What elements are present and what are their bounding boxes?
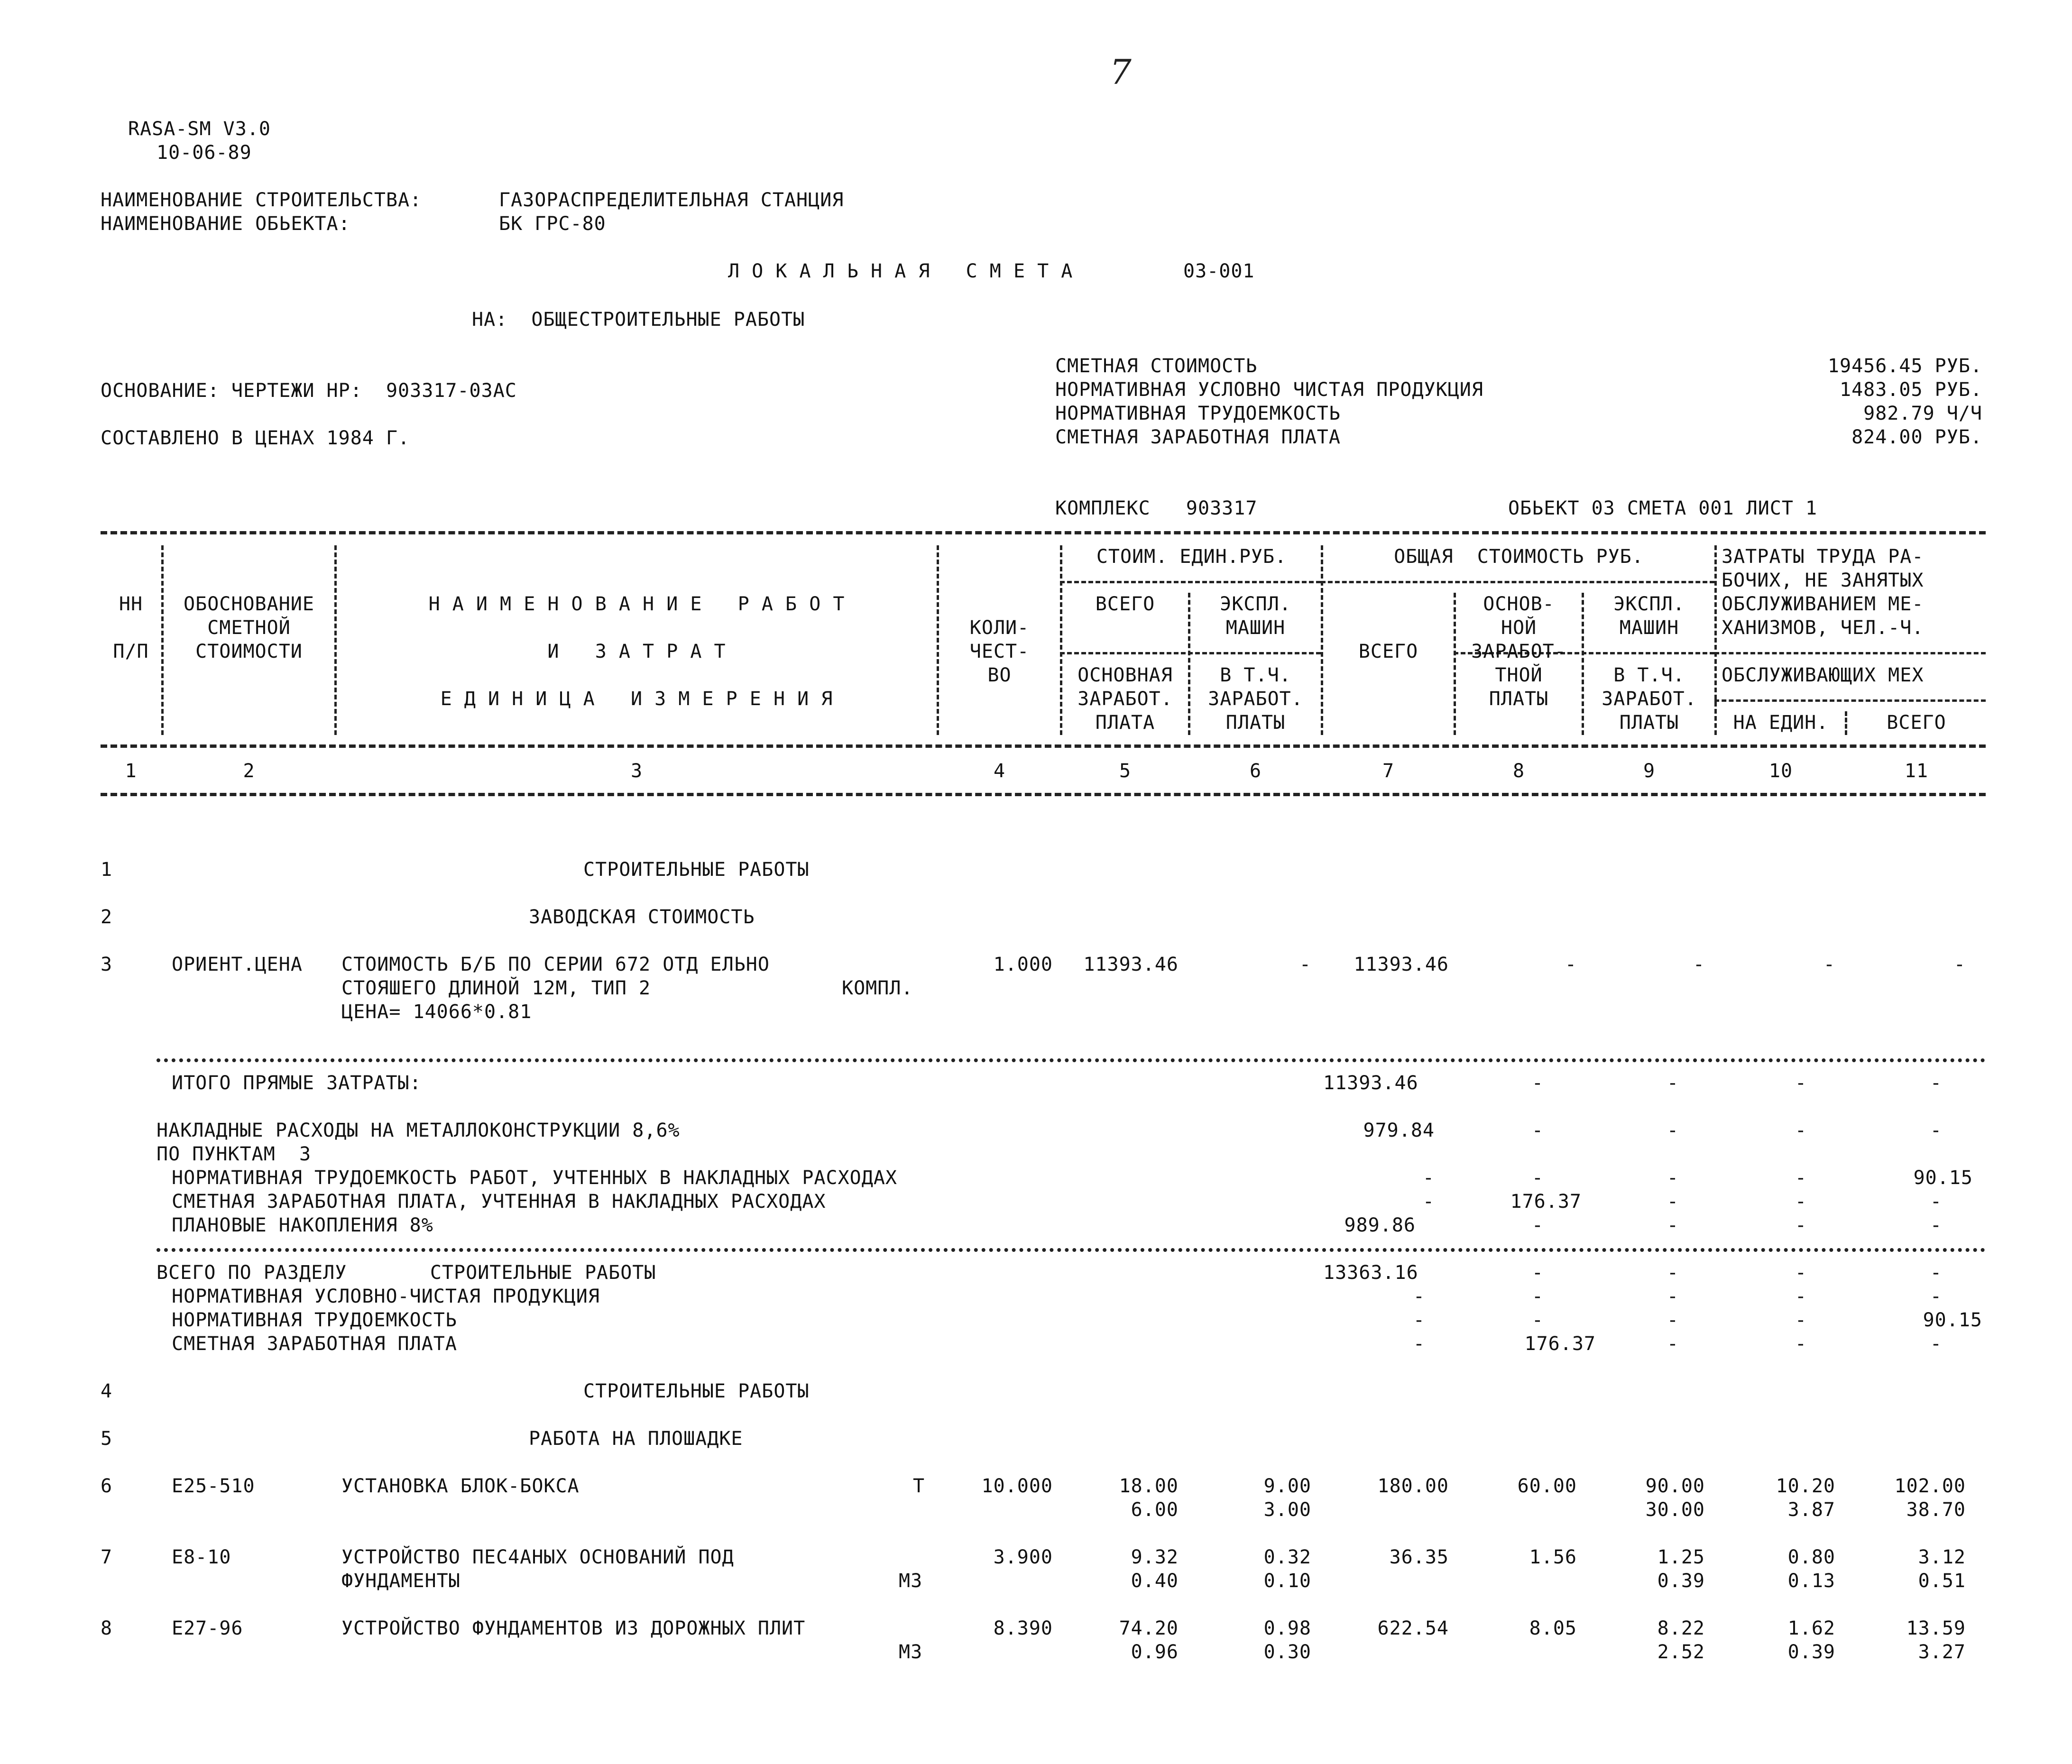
row-total-machines-wage: 2.52 — [1657, 1641, 1705, 1663]
row-unit-wage: 6.00 — [1131, 1499, 1179, 1521]
overhead-wage-c7: - — [1422, 1191, 1435, 1213]
summary-value-labor: 982.79 Ч/Ч — [1863, 403, 1982, 424]
col6-header: МАШИН — [1225, 617, 1286, 639]
col2-header: СМЕТНОЙ — [207, 617, 291, 639]
overhead-wage-label: СМЕТНАЯ ЗАРАБОТНАЯ ПЛАТА, УЧТЕННАЯ В НАКЛАДНЫХ РАСХОДАХ — [172, 1191, 826, 1213]
section-labor-c8: - — [1531, 1309, 1544, 1331]
row-total: 36.35 — [1389, 1546, 1449, 1568]
section-net-c8: - — [1531, 1286, 1544, 1307]
object-value: БК ГРС-80 — [499, 213, 606, 235]
unit-cost-group-header: СТОИМ. ЕДИН.РУБ. — [1096, 546, 1287, 568]
page-number-mark: 7 — [1110, 52, 1132, 92]
section-net-label: НОРМАТИВНАЯ УСЛОВНО-ЧИСТАЯ ПРОДУКЦИЯ — [172, 1286, 600, 1307]
row-unit: М3 — [899, 1570, 923, 1592]
sheet-reference: ОБЬЕКТ 03 СМЕТА 001 ЛИСТ 1 — [1508, 497, 1818, 519]
section-net-c11: - — [1930, 1286, 1942, 1307]
column-number: 4 — [993, 760, 1006, 782]
summary-label-wage: СМЕТНАЯ ЗАРАБОТНАЯ ПЛАТА — [1055, 426, 1341, 448]
col8-header: НОЙ — [1501, 617, 1537, 639]
row-basis: Е8-10 — [172, 1546, 231, 1568]
row-quantity: 3.900 — [993, 1546, 1053, 1568]
col9-header: ПЛАТЫ — [1619, 712, 1679, 734]
labor-group-header: ХАНИЗМОВ, ЧЕЛ.-Ч. — [1722, 617, 1924, 639]
col4-header: ЧЕСТ- — [969, 641, 1030, 662]
row-description: ФУНДАМЕНТЫ — [341, 1570, 460, 1592]
unit-cost-midrule — [1060, 652, 1321, 654]
header-bottom-rule — [101, 793, 1986, 796]
document-subtitle: НА: ОБЩЕСТРОИТЕЛЬНЫЕ РАБОТЫ — [472, 309, 805, 331]
section-number: 5 — [101, 1428, 113, 1450]
direct-costs-wage: - — [1531, 1072, 1544, 1094]
section-net-c10: - — [1795, 1286, 1807, 1307]
labor-group-header: ОБСЛУЖИВАНИЕМ МЕ- — [1722, 593, 1924, 615]
basis-drawings: ОСНОВАНИЕ: ЧЕРТЕЖИ НР: 903317-03АС — [101, 380, 517, 402]
object-label: НАИМЕНОВАНИЕ ОБЬЕКТА: — [101, 213, 350, 235]
planned-savings-labor-unit: - — [1795, 1214, 1807, 1236]
col6-header: ЭКСПЛ. — [1220, 593, 1291, 615]
section-number: 2 — [101, 906, 113, 928]
col5-header: ОСНОВНАЯ — [1077, 664, 1173, 686]
overhead-labor-c9: - — [1667, 1167, 1679, 1189]
summary-label-net: НОРМАТИВНАЯ УСЛОВНО ЧИСТАЯ ПРОДУКЦИЯ — [1055, 379, 1483, 401]
col3-header: Е Д И Н И Ц А И З М Е Р Е Н И Я — [440, 688, 833, 710]
row-total-machines: - — [1693, 954, 1705, 975]
row-unit: Т — [913, 1475, 925, 1497]
direct-costs-label: ИТОГО ПРЯМЫЕ ЗАТРАТЫ: — [172, 1072, 422, 1094]
direct-costs-labor-unit: - — [1795, 1072, 1807, 1094]
col11-header: ВСЕГО — [1887, 712, 1946, 734]
section-labor-label: НОРМАТИВНАЯ ТРУДОЕМКОСТЬ — [172, 1309, 457, 1331]
row-description: УСТРОЙСТВО ПЕС4АНЫХ ОСНОВАНИЙ ПОД — [341, 1546, 734, 1568]
section-labor-c9: - — [1667, 1309, 1679, 1331]
overhead-wage-c11: - — [1930, 1191, 1942, 1213]
section-total-labor-total: - — [1930, 1262, 1942, 1284]
col4-header: ВО — [987, 664, 1012, 686]
header-mid-rule — [101, 744, 1986, 748]
col9-header: ЗАРАБОТ. — [1602, 688, 1697, 710]
document-title: Л О К А Л Ь Н А Я С М Е Т А — [728, 260, 1073, 282]
section-total-wage: - — [1531, 1262, 1544, 1284]
row-mech-unit: 0.39 — [1787, 1641, 1835, 1663]
overhead-labor-unit: - — [1795, 1120, 1807, 1141]
row-mech-unit: 3.87 — [1787, 1499, 1835, 1521]
row-unit-machines-wage: 3.00 — [1263, 1499, 1311, 1521]
row-labor-unit: 10.20 — [1776, 1475, 1835, 1497]
col1-header: П/П — [113, 641, 149, 662]
row-total: 180.00 — [1377, 1475, 1449, 1497]
section-wage-c10: - — [1795, 1333, 1807, 1355]
row-total-machines-wage: 0.39 — [1657, 1570, 1705, 1592]
row-basis: Е27-96 — [172, 1617, 243, 1639]
column-separator — [1714, 545, 1717, 735]
row-basis: Е25-510 — [172, 1475, 255, 1497]
row-quantity: 10.000 — [981, 1475, 1053, 1497]
column-number: 3 — [630, 760, 643, 782]
col5-header: ПЛАТА — [1095, 712, 1155, 734]
row-description: УСТАНОВКА БЛОК-БОКСА — [341, 1475, 580, 1497]
direct-costs-machines: - — [1667, 1072, 1679, 1094]
overhead-labor-label: НОРМАТИВНАЯ ТРУДОЕМКОСТЬ РАБОТ, УЧТЕННЫХ В НАКЛАДНЫХ РАСХОДАХ — [172, 1167, 898, 1189]
row-total: 622.54 — [1377, 1617, 1449, 1639]
overhead-labor-total: - — [1930, 1120, 1942, 1141]
section-title: СТРОИТЕЛЬНЫЕ РАБОТЫ — [583, 1380, 810, 1402]
col5-header: ЗАРАБОТ. — [1077, 688, 1173, 710]
col6-header: В Т.Ч. — [1220, 664, 1291, 686]
total-cost-subrule — [1321, 581, 1714, 583]
row-unit-machines: - — [1299, 954, 1311, 975]
overhead-label: НАКЛАДНЫЕ РАСХОДЫ НА МЕТАЛЛОКОНСТРУКЦИИ 8,6% — [157, 1120, 680, 1141]
row-number: 6 — [101, 1475, 113, 1497]
row-unit: КОМПЛ. — [842, 977, 913, 999]
col2-header: ОБОСНОВАНИЕ — [184, 593, 314, 615]
row-labor-total: 102.00 — [1894, 1475, 1966, 1497]
section-net-c7: - — [1413, 1286, 1425, 1307]
row-unit-total: 18.00 — [1119, 1475, 1179, 1497]
total-cost-group-header: ОБЩАЯ СТОИМОСТЬ РУБ. — [1394, 546, 1644, 568]
col7-header: ВСЕГО — [1358, 641, 1418, 662]
planned-savings-labor-total: - — [1930, 1214, 1942, 1236]
row-mech-total: 38.70 — [1906, 1499, 1966, 1521]
print-date: 10-06-89 — [157, 142, 252, 164]
row-total-wage: 8.05 — [1529, 1617, 1577, 1639]
col9-header: МАШИН — [1619, 617, 1679, 639]
row-labor-unit: 1.62 — [1787, 1617, 1835, 1639]
column-number: 11 — [1904, 760, 1929, 782]
summary-label-cost: СМЕТНАЯ СТОИМОСТЬ — [1055, 355, 1258, 377]
section-wage-c9: - — [1667, 1333, 1679, 1355]
col8-header: ТНОЙ — [1495, 664, 1543, 686]
planned-savings-machines: - — [1667, 1214, 1679, 1236]
row-mech-total: 0.51 — [1918, 1570, 1966, 1592]
section-labor-c11: 90.15 — [1923, 1309, 1982, 1331]
row-description: ЦЕНА= 14066*0.81 — [341, 1001, 532, 1023]
row-labor-unit: 0.80 — [1787, 1546, 1835, 1568]
construction-label: НАИМЕНОВАНИЕ СТРОИТЕЛЬСТВА: — [101, 189, 422, 211]
row-description: УСТРОЙСТВО ФУНДАМЕНТОВ ИЗ ДОРОЖНЫХ ПЛИТ — [341, 1617, 806, 1639]
col5-header: ВСЕГО — [1095, 593, 1155, 615]
overhead-labor-c11: 90.15 — [1913, 1167, 1973, 1189]
section-number: 1 — [101, 859, 113, 881]
col8-header: ОСНОВ- — [1483, 593, 1555, 615]
points-label: ПО ПУНКТАМ 3 — [157, 1143, 312, 1165]
row-basis: ОРИЕНТ.ЦЕНА — [172, 954, 303, 975]
column-number: 5 — [1119, 760, 1132, 782]
program-version: RASA-SM V3.0 — [128, 118, 271, 140]
col6-header: ПЛАТЫ — [1225, 712, 1286, 734]
header-top-rule — [101, 531, 1986, 534]
section-total-value: 13363.16 — [1323, 1262, 1418, 1284]
row-quantity: 1.000 — [993, 954, 1053, 975]
row-unit-total: 9.32 — [1131, 1546, 1179, 1568]
column-number: 7 — [1382, 760, 1395, 782]
summary-value-cost: 19456.45 РУБ. — [1827, 355, 1982, 377]
direct-costs-total: 11393.46 — [1323, 1072, 1418, 1094]
summary-value-wage: 824.00 РУБ. — [1851, 426, 1982, 448]
row-unit-machines-wage: 0.30 — [1263, 1641, 1311, 1663]
column-number: 9 — [1643, 760, 1656, 782]
row-total-wage: 1.56 — [1529, 1546, 1577, 1568]
row-labor-total: 3.12 — [1918, 1546, 1966, 1568]
section-wage-c7: - — [1413, 1333, 1425, 1355]
row-labor-total: - — [1953, 954, 1966, 975]
row-description: СТОИМОСТЬ Б/Б ПО СЕРИИ 672 ОТД ЕЛЬНО — [341, 954, 770, 975]
section-title: СТРОИТЕЛЬНЫЕ РАБОТЫ — [583, 859, 810, 881]
row-unit-wage: 0.40 — [1131, 1570, 1179, 1592]
unit-cost-subrule — [1060, 581, 1321, 583]
overhead-labor-c7: - — [1422, 1167, 1435, 1189]
row-unit-total: 11393.46 — [1083, 954, 1179, 975]
overhead-total: 979.84 — [1363, 1120, 1435, 1141]
section-wage-c11: - — [1930, 1333, 1942, 1355]
row-total-machines: 1.25 — [1657, 1546, 1705, 1568]
direct-costs-labor-total: - — [1930, 1072, 1942, 1094]
section-number: 4 — [101, 1380, 113, 1402]
basis-prices: СОСТАВЛЕНО В ЦЕНАХ 1984 Г. — [101, 427, 410, 449]
col2-header: СТОИМОСТИ — [195, 641, 303, 662]
col9-header: В Т.Ч. — [1613, 664, 1685, 686]
row-number: 3 — [101, 954, 113, 975]
complex-number: КОМПЛЕКС 903317 — [1055, 497, 1258, 519]
row-total: 11393.46 — [1354, 954, 1449, 975]
row-unit-machines: 0.98 — [1263, 1617, 1311, 1639]
row-quantity: 8.390 — [993, 1617, 1053, 1639]
row-unit-total: 74.20 — [1119, 1617, 1179, 1639]
summary-label-labor: НОРМАТИВНАЯ ТРУДОЕМКОСТЬ — [1055, 403, 1341, 424]
row-labor-total: 13.59 — [1906, 1617, 1966, 1639]
row-total-machines: 8.22 — [1657, 1617, 1705, 1639]
column-number: 1 — [125, 760, 137, 782]
labor-midrule — [1714, 652, 1986, 654]
column-number: 6 — [1249, 760, 1262, 782]
section-total-machines: - — [1667, 1262, 1679, 1284]
labor-group-header: БОЧИХ, НЕ ЗАНЯТЫХ — [1722, 570, 1924, 591]
section-labor-c10: - — [1795, 1309, 1807, 1331]
section-title: ЗАВОДСКАЯ СТОИМОСТЬ — [529, 906, 755, 928]
planned-savings-wage: - — [1531, 1214, 1544, 1236]
section-wage-label: СМЕТНАЯ ЗАРАБОТНАЯ ПЛАТА — [172, 1333, 457, 1355]
col3-header: И З А Т Р А Т — [547, 641, 726, 662]
row-total-machines: 90.00 — [1645, 1475, 1705, 1497]
row-number: 7 — [101, 1546, 113, 1568]
row-unit: М3 — [899, 1641, 923, 1663]
overhead-wage-c8: 176.37 — [1510, 1191, 1582, 1213]
planned-savings-total: 989.86 — [1344, 1214, 1416, 1236]
row-mech-unit: 0.13 — [1787, 1570, 1835, 1592]
overhead-labor-c8: - — [1531, 1167, 1544, 1189]
overhead-labor-c10: - — [1795, 1167, 1807, 1189]
row-unit-machines-wage: 0.10 — [1263, 1570, 1311, 1592]
section-title: РАБОТА НА ПЛОШАДКЕ — [529, 1428, 743, 1450]
section-total-labor-unit: - — [1795, 1262, 1807, 1284]
mech-group-header: ОБСЛУЖИВАЮЩИХ МЕХ — [1722, 664, 1924, 686]
overhead-wage-c10: - — [1795, 1191, 1807, 1213]
col1-header: НН — [119, 593, 143, 615]
col8-header: ПЛАТЫ — [1489, 688, 1549, 710]
row-unit-machines: 9.00 — [1263, 1475, 1311, 1497]
overhead-machines: - — [1667, 1120, 1679, 1141]
totals-dotted-rule — [157, 1058, 1986, 1062]
col6-header: ЗАРАБОТ. — [1208, 688, 1303, 710]
column-number: 10 — [1768, 760, 1793, 782]
section-net-c9: - — [1667, 1286, 1679, 1307]
row-mech-total: 3.27 — [1918, 1641, 1966, 1663]
labor-lowrule — [1714, 699, 1986, 702]
summary-value-net: 1483.05 РУБ. — [1840, 379, 1982, 401]
col10-header: НА ЕДИН. — [1733, 712, 1829, 734]
col4-header: КОЛИ- — [969, 617, 1030, 639]
row-total-machines-wage: 30.00 — [1645, 1499, 1705, 1521]
col8-header: ЗАРАБОТ- — [1471, 641, 1566, 662]
overhead-wage: - — [1531, 1120, 1544, 1141]
row-labor-unit: - — [1823, 954, 1835, 975]
column-number: 8 — [1512, 760, 1525, 782]
estimate-number: 03-001 — [1183, 260, 1255, 282]
section-wage-c8: 176.37 — [1524, 1333, 1596, 1355]
column-number: 2 — [243, 760, 255, 782]
construction-value: ГАЗОРАСПРЕДЕЛИТЕЛЬНАЯ СТАНЦИЯ — [499, 189, 844, 211]
section-total-label: ВСЕГО ПО РАЗДЕЛУ СТРОИТЕЛЬНЫЕ РАБОТЫ — [157, 1262, 656, 1284]
section-labor-c7: - — [1413, 1309, 1425, 1331]
section-total-dotted-rule — [157, 1248, 1986, 1252]
col9-header: ЭКСПЛ. — [1613, 593, 1685, 615]
row-unit-wage: 0.96 — [1131, 1641, 1179, 1663]
row-total-wage: 60.00 — [1517, 1475, 1577, 1497]
row-number: 8 — [101, 1617, 113, 1639]
overhead-wage-c9: - — [1667, 1191, 1679, 1213]
row-unit-machines: 0.32 — [1263, 1546, 1311, 1568]
row-description: СТОЯШЕГО ДЛИНОЙ 12М, ТИП 2 — [341, 977, 651, 999]
col3-header: Н А И М Е Н О В А Н И Е Р А Б О Т — [428, 593, 845, 615]
labor-group-header: ЗАТРАТЫ ТРУДА РА- — [1722, 546, 1924, 568]
row-total-wage: - — [1565, 954, 1577, 975]
planned-savings-label: ПЛАНОВЫЕ НАКОПЛЕНИЯ 8% — [172, 1214, 433, 1236]
